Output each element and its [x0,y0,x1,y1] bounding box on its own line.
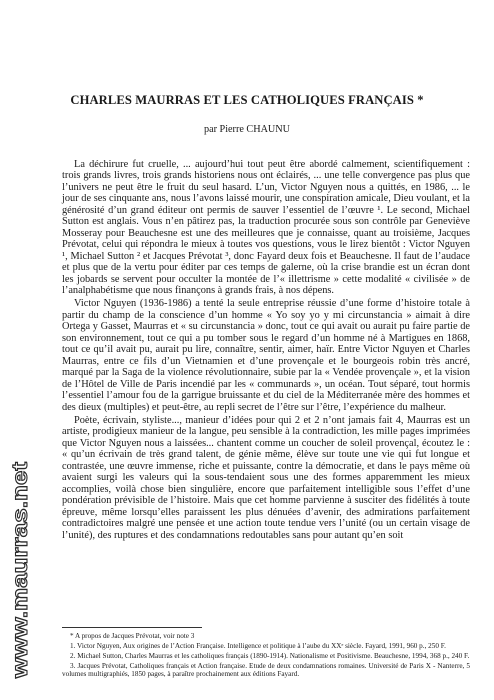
article-title: CHARLES MAURRAS ET LES CATHOLIQUES FRANÇAIS * [70,93,424,107]
body-paragraph: Poète, écrivain, styliste..., manieur d’idées pour qui 2 et 2 n’ont jamais fait 4, Maurras est un artiste, prodigieux manieur de la langue, peu sensible à la contradiction, les mille pages imprimées que Victor Nguyen nous a laissées... chantent comme un coucher de soleil provençal, écoutez le : « qu’un écrivain de très grand talent, de génie même, élève sur toute une vie qui fut longue et contrastée, une œuvre immense, riche et puissante, contre la démocratie, et dans le pays même où avaient surgi les valeurs qui la sous-tendaient sous une des formes apparemment les mieux accomplies, voilà chose bien singulière, encore que parfaitement intelligible sous l’effet d’une pondération prévisible de l’histoire. Mais que cet homme parvienne à susciter des fidélités à toute épreuve, même lorsqu’elles paraissent les plus dénuées d’avenir, des admirations parfaitement contradictoires malgré une pensée et une action toute tendue vers l’unité (ou un certain visage de l’unité), des ruptures et des condamnations redoutables sans pour autant qu’en soit [62,414,470,541]
footnote: 1. Victor Nguyen, Aux origines de l’Action Française. Intelligence et politique à l’aube du XXᵉ siècle. Fayard, 1991, 960 p., 250 F. [70,641,446,650]
article-body [62,159,470,541]
body-paragraph: Victor Nguyen (1936-1986) a tenté la seule entreprise réussie d’une forme d’histoire totale à partir du champ de la conscience d’un homme « Yo soy yo y mi circunstancia » aimait à dire Ortega y Gasset, Maurras et « su circunstancia » donc, tout ce qui avait ou aurait pu faire partie de son environnement, tout ce qui a pu tomber sous le regard d’un homme né à Martigues en 1868, tout ce qu’il avait pu, aurait pu lire, connaître, sentir, aimer, haïr. Entre Victor Nguyen et Charles Maurras, entre ce fils d’un Vietnamien et d’une provençale et le bourgeois robin très ancré, marqué par la Saga de la violence révolutionnaire, subie par la « Vendée provençale », et la vision de l’Hôtel de Ville de Paris incendié par les « communards », un océan. Tout séparé, tout hormis l’essentiel l’amour fou de la garrigue bruissante et du ciel de la Méditerranée mère des hommes et des dieux (multiples) et peut-être, au repli secret de l’être sur l’être, l’expérience du malheur. [62,298,470,413]
site-watermark [2,460,36,680]
footnote: 3. Jacques Prévotat, Catholiques français et Action française. Etude de deux condamnations romaines. Université de Paris X - Nanterre, 5 volumes multigraphiés, 1850 pages, à paraître prochainement aux éditions Fayard. [62,661,470,679]
article-author: par Pierre CHAUNU [203,124,290,135]
watermark-text: www.maurras.net [9,503,32,678]
body-paragraph: La déchirure fut cruelle, ... aujourd’hui tout peut être abordé calmement, scientifiquement : trois grands livres, trois grands historiens nous ont éclairés, ... une telle convergence pas plus que l’univers ne peut être le fruit du seul hasard. L’un, Victor Nguyen nous a quittés, en 1986, ... le jour de ses cinquante ans, nous l’avons laissé mourir, une conspiration amicale, Dieu voulant, et la générosité d’un grand éditeur ont permis de sauver l’essentiel de l’œuvre ¹. Le second, Michael Sutton est anglais. Vous n’en pâtirez pas, la traduction procurée sous son contrôle par Geneviève Mosseray pour Beauchesne est une des meilleures que je connaisse, quant au troisième, Jacques Prévotat, celui qui répondra le mieux à toutes vos questions, vous le lirez bientôt : Victor Nguyen ¹, Michael Sutton ² et Jacques Prévotat ³, donc Fayard deux fois et Beauchesne. Il faut de l’audace et plus que de la vertu pour éditer par ces temps de galerne, où la crise brandie est un écran dont les jobards se servent pour occulter la montée de l’« illettrisme » cette modalité « civilisée » de l’analphabétisme que nous finançons à grands frais, à nos dépens. [62,159,470,296]
footnote-divider [62,627,202,628]
footnotes [62,632,470,679]
footnote: * A propos de Jacques Prévotat, voir note 3 [70,632,195,640]
footnote: 2. Michael Sutton, Charles Maurras et les catholiques français (1890-1914). Nationalisme et Positivisme. Beauchesne, 1994, 368 p., 240 F. [70,651,470,660]
